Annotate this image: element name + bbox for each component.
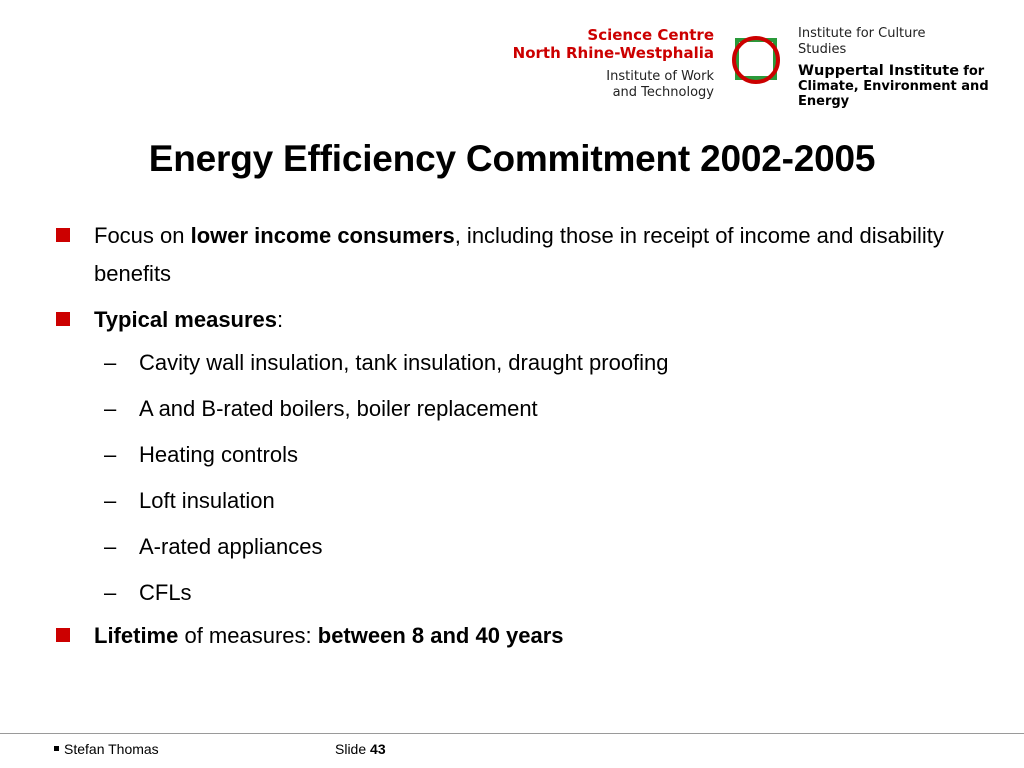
bullet-square-icon (56, 628, 70, 642)
institute-line1: Institute of Work (606, 69, 714, 84)
footer-slide-number (335, 741, 386, 757)
bullet-typical-measures (56, 301, 956, 339)
footer-slide-label: Slide (335, 741, 371, 757)
dash-icon: – (104, 442, 117, 467)
footer-author-name: Stefan Thomas (64, 741, 159, 757)
wuppertal-institute-name (798, 64, 1018, 109)
slide-body (56, 217, 956, 655)
measure-item (56, 340, 956, 386)
bullet-lifetime-bold2: between 8 and 40 years (317, 623, 564, 648)
wuppertal-logo (798, 26, 1018, 109)
measure-text: A and B-rated boilers, boiler replacement (139, 396, 538, 421)
bullet-focus (56, 217, 956, 293)
wuppertal-for: for (963, 64, 985, 79)
dash-icon: – (104, 580, 117, 605)
logo-mark-icon (731, 34, 781, 86)
dash-icon: – (104, 488, 117, 513)
footer-slide-num: 43 (370, 741, 386, 757)
org-name-line2: North Rhine-Westphalia (512, 44, 714, 62)
dash-icon: – (104, 534, 117, 559)
bullet-square-icon (56, 228, 70, 242)
measure-text: A-rated appliances (139, 534, 323, 559)
footer-divider (0, 733, 1024, 734)
culture-line1: Institute for Culture (798, 26, 926, 41)
bullet-lifetime-middle: of measures: (178, 623, 318, 648)
measure-text: CFLs (139, 580, 192, 605)
measure-item (56, 478, 956, 524)
measure-text: Loft insulation (139, 488, 275, 513)
culture-line2: Studies (798, 42, 847, 57)
bullet-typical-suffix: : (277, 307, 284, 332)
org-name-line1: Science Centre (587, 26, 714, 44)
measures-list (56, 340, 956, 616)
measure-text: Heating controls (139, 442, 298, 467)
dash-icon: – (104, 350, 117, 375)
wuppertal-line2: Climate, Environment and (798, 79, 989, 94)
bullet-lifetime-bold: Lifetime (94, 623, 179, 648)
dash-icon: – (104, 396, 117, 421)
footer-author (54, 741, 159, 757)
bullet-typical-bold: Typical measures (94, 307, 278, 332)
bullet-lifetime (56, 617, 956, 655)
measure-item (56, 570, 956, 616)
slide-title: Energy Efficiency Commitment 2002-2005 (148, 138, 876, 179)
bullet-square-icon (56, 312, 70, 326)
measure-item (56, 432, 956, 478)
bullet-focus-prefix: Focus on (94, 223, 191, 248)
institute-line2: and Technology (612, 85, 714, 100)
measure-item (56, 386, 956, 432)
footer-bullet-icon (54, 746, 59, 751)
measure-text: Cavity wall insulation, tank insulation, draught proofing (139, 350, 669, 375)
wuppertal-name: Wuppertal Institute (798, 63, 960, 79)
bullet-focus-bold: lower income consumers (190, 223, 455, 248)
measure-item (56, 524, 956, 570)
science-centre-logo (474, 26, 714, 101)
bullet-focus-suffix: , including those in receipt of income and disability benefits (94, 223, 944, 286)
wuppertal-line3: Energy (798, 94, 850, 109)
